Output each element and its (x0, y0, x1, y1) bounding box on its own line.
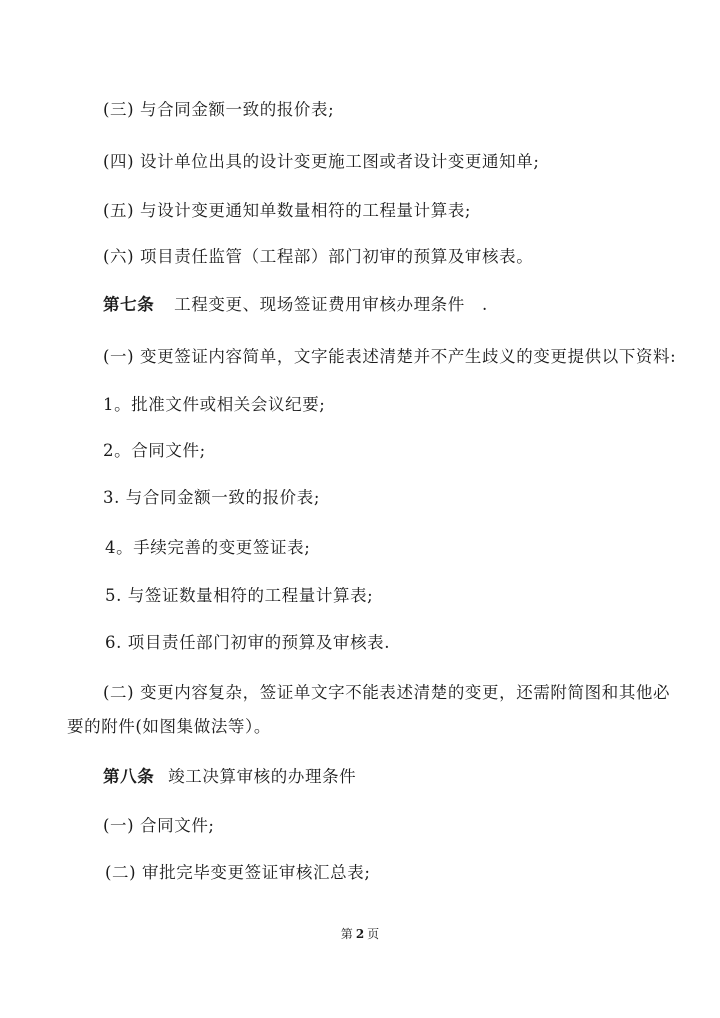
article-8-heading (103, 766, 356, 788)
page-number: 2 (355, 927, 365, 941)
article-7-item-2-line-2: 要的附件(如图集做法等）。 (67, 717, 271, 736)
article-7-item-1: (一) 变更签证内容简单，文字能表述清楚并不产生歧义的变更提供以下资料: (103, 347, 677, 366)
page-prefix: 第 (340, 927, 353, 941)
clause-item-3: (三) 与合同金额一致的报价表; (103, 100, 335, 119)
list-item-6: 6. 项目责任部门初审的预算及审核表. (105, 633, 391, 652)
article-7-number: 第七条 (103, 295, 155, 314)
list-item-1: 1。批准文件或相关会议纪要; (103, 395, 326, 414)
article-8-item-1: (一) 合同文件; (103, 816, 215, 835)
article-7-heading (103, 294, 488, 316)
list-item-3: 3. 与合同金额一致的报价表; (103, 488, 321, 507)
article-8-number: 第八条 (103, 767, 155, 786)
clause-item-4: (四) 设计单位出具的设计变更施工图或者设计变更通知单; (103, 152, 540, 171)
article-8-title: 竣工决算审核的办理条件 (168, 767, 357, 786)
list-item-2: 2。合同文件; (103, 441, 206, 460)
clause-item-6: (六) 项目责任监管（工程部）部门初审的预算及审核表。 (103, 247, 534, 266)
list-item-4: 4。手续完善的变更签证表; (105, 538, 311, 557)
page-footer (0, 926, 720, 942)
article-7-item-2-line-1: (二) 变更内容复杂，签证单文字不能表述清楚的变更，还需附简图和其他必 (103, 683, 671, 702)
article-7-title: 工程变更、现场签证费用审核办理条件 . (174, 295, 488, 314)
list-item-5: 5. 与签证数量相符的工程量计算表; (105, 586, 374, 605)
page-suffix: 页 (367, 927, 380, 941)
article-8-item-2: (二) 审批完毕变更签证审核汇总表; (105, 863, 371, 882)
clause-item-5: (五) 与设计变更通知单数量相符的工程量计算表; (103, 201, 472, 220)
